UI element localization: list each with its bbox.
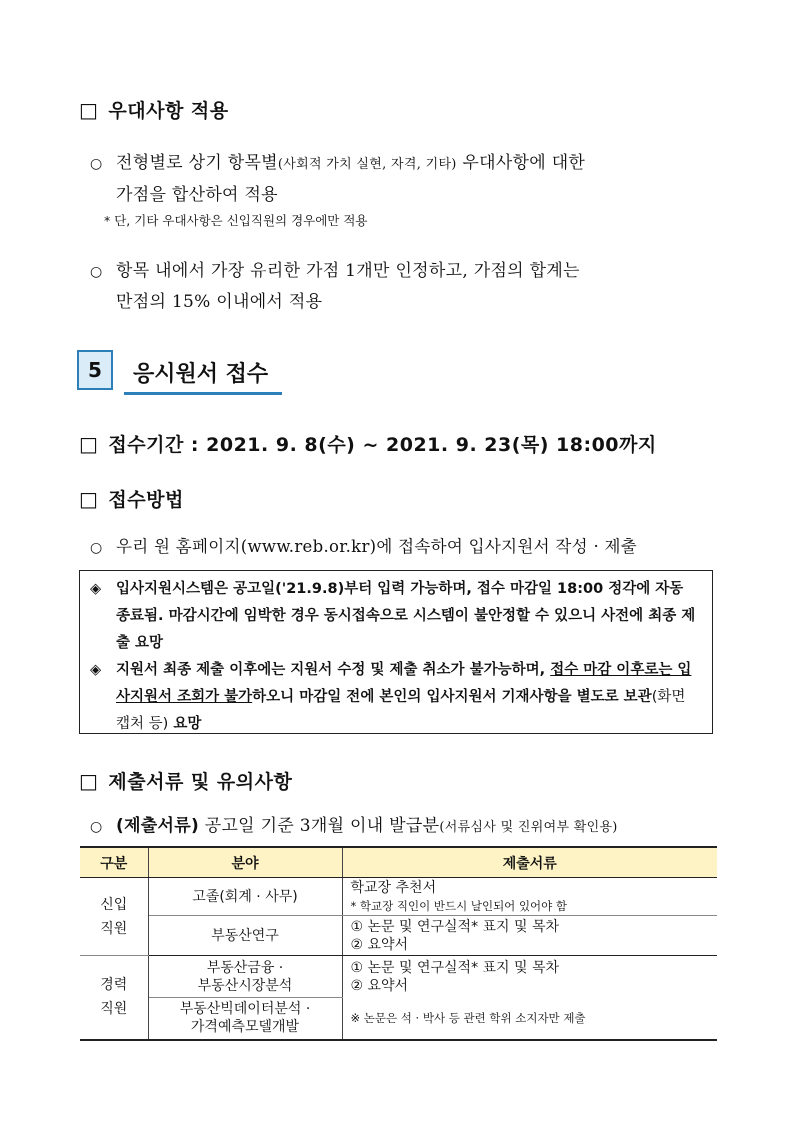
checkbox-square-icon: □ (79, 487, 99, 511)
field-cell: 부동산빅데이터분석 · 가격예측모델개발 (148, 998, 342, 1040)
document-cell: ① 논문 및 연구실적* 표지 및 목차 ② 요약서 (342, 916, 717, 956)
field-cell: 부동산금융 · 부동산시장분석 (148, 956, 342, 998)
documents-bullet: ○ (제출서류) 공고일 기준 3개월 이내 발급분(서류심사 및 진위여부 확인용) (90, 816, 618, 836)
table-header-row (80, 847, 717, 878)
notice-box (79, 570, 713, 734)
preference-bullet-2-cont: 만점의 15% 이내에서 적용 (116, 292, 323, 312)
notice-item-1: ◈ 입사지원시스템은 공고일('21.9.8)부터 입력 가능하며, 접수 마감일 18:00 정각에 자동 종료됨. 마감시간에 임박한 경우 동시접속으로 시스템이 불안정할 수 있으니 사전에 최종 제출 요망 (90, 576, 702, 657)
table-row (80, 998, 717, 1040)
preference-bullet-1: ○ 전형별로 상기 항목별(사회적 가치 실현, 자격, 기타) 우대사항에 대한 (90, 153, 586, 173)
table-header: 분야 (148, 847, 342, 878)
field-cell: 고졸(회계 · 사무) (148, 878, 342, 916)
circle-bullet-icon: ○ (90, 819, 103, 835)
table-row (80, 956, 717, 998)
checkbox-square-icon: □ (79, 769, 99, 793)
table-row (80, 878, 717, 916)
group-new-cell: 신입 직원 (80, 878, 148, 956)
table-header: 제출서류 (342, 847, 717, 878)
diamond-bullet-icon: ◈ (90, 662, 102, 678)
circle-bullet-icon: ○ (90, 264, 103, 280)
table-header: 구분 (80, 847, 148, 878)
preference-bullet-1-cont: 가점을 합산하여 적용 (116, 185, 278, 205)
field-cell: 부동산연구 (148, 916, 342, 956)
method-title: □ 접수방법 (79, 487, 184, 511)
document-cell: ※ 논문은 석 · 박사 등 관련 학위 소지자만 제출 (342, 998, 717, 1040)
group-career-cell: 경력 직원 (80, 956, 148, 1040)
notice-item-2: ◈ 지원서 최종 제출 이후에는 지원서 수정 및 제출 취소가 불가능하며, 접수 마감 이후로는 입사지원서 조회가 불가하오니 마감일 전에 본인의 입사지원서 기재사항을 별도로 보관(화면 캡처 등) 요망 (90, 657, 702, 738)
section-5-title: 응시원서 접수 (133, 362, 269, 387)
section-title-underline (124, 392, 282, 395)
documents-table (80, 846, 717, 1041)
preference-note: * 단, 기타 우대사항은 신입직원의 경우에만 적용 (104, 213, 368, 228)
section-preference-title: □ 우대사항 적용 (79, 98, 229, 122)
documents-title: □ 제출서류 및 유의사항 (79, 769, 293, 793)
section-number-badge: 5 (77, 350, 113, 390)
method-bullet: ○ 우리 원 홈페이지(www.reb.or.kr)에 접속하여 입사지원서 작성 · 제출 (90, 537, 638, 556)
preference-bullet-2: ○ 항목 내에서 가장 유리한 가점 1개만 인정하고, 가점의 합계는 (90, 261, 580, 281)
checkbox-square-icon: □ (79, 98, 99, 122)
document-cell: 학교장 추천서 * 학교장 직인이 반드시 날인되어 있어야 함 (342, 878, 717, 916)
checkbox-square-icon: □ (79, 432, 99, 456)
circle-bullet-icon: ○ (90, 540, 103, 556)
table-row (80, 916, 717, 956)
document-cell: ① 논문 및 연구실적* 표지 및 목차 ② 요약서 (350, 959, 560, 994)
circle-bullet-icon: ○ (90, 156, 103, 172)
period-line: □ 접수기간 : 2021. 9. 8(수) ~ 2021. 9. 23(목) 18:00까지 (79, 432, 657, 456)
diamond-bullet-icon: ◈ (90, 581, 102, 597)
